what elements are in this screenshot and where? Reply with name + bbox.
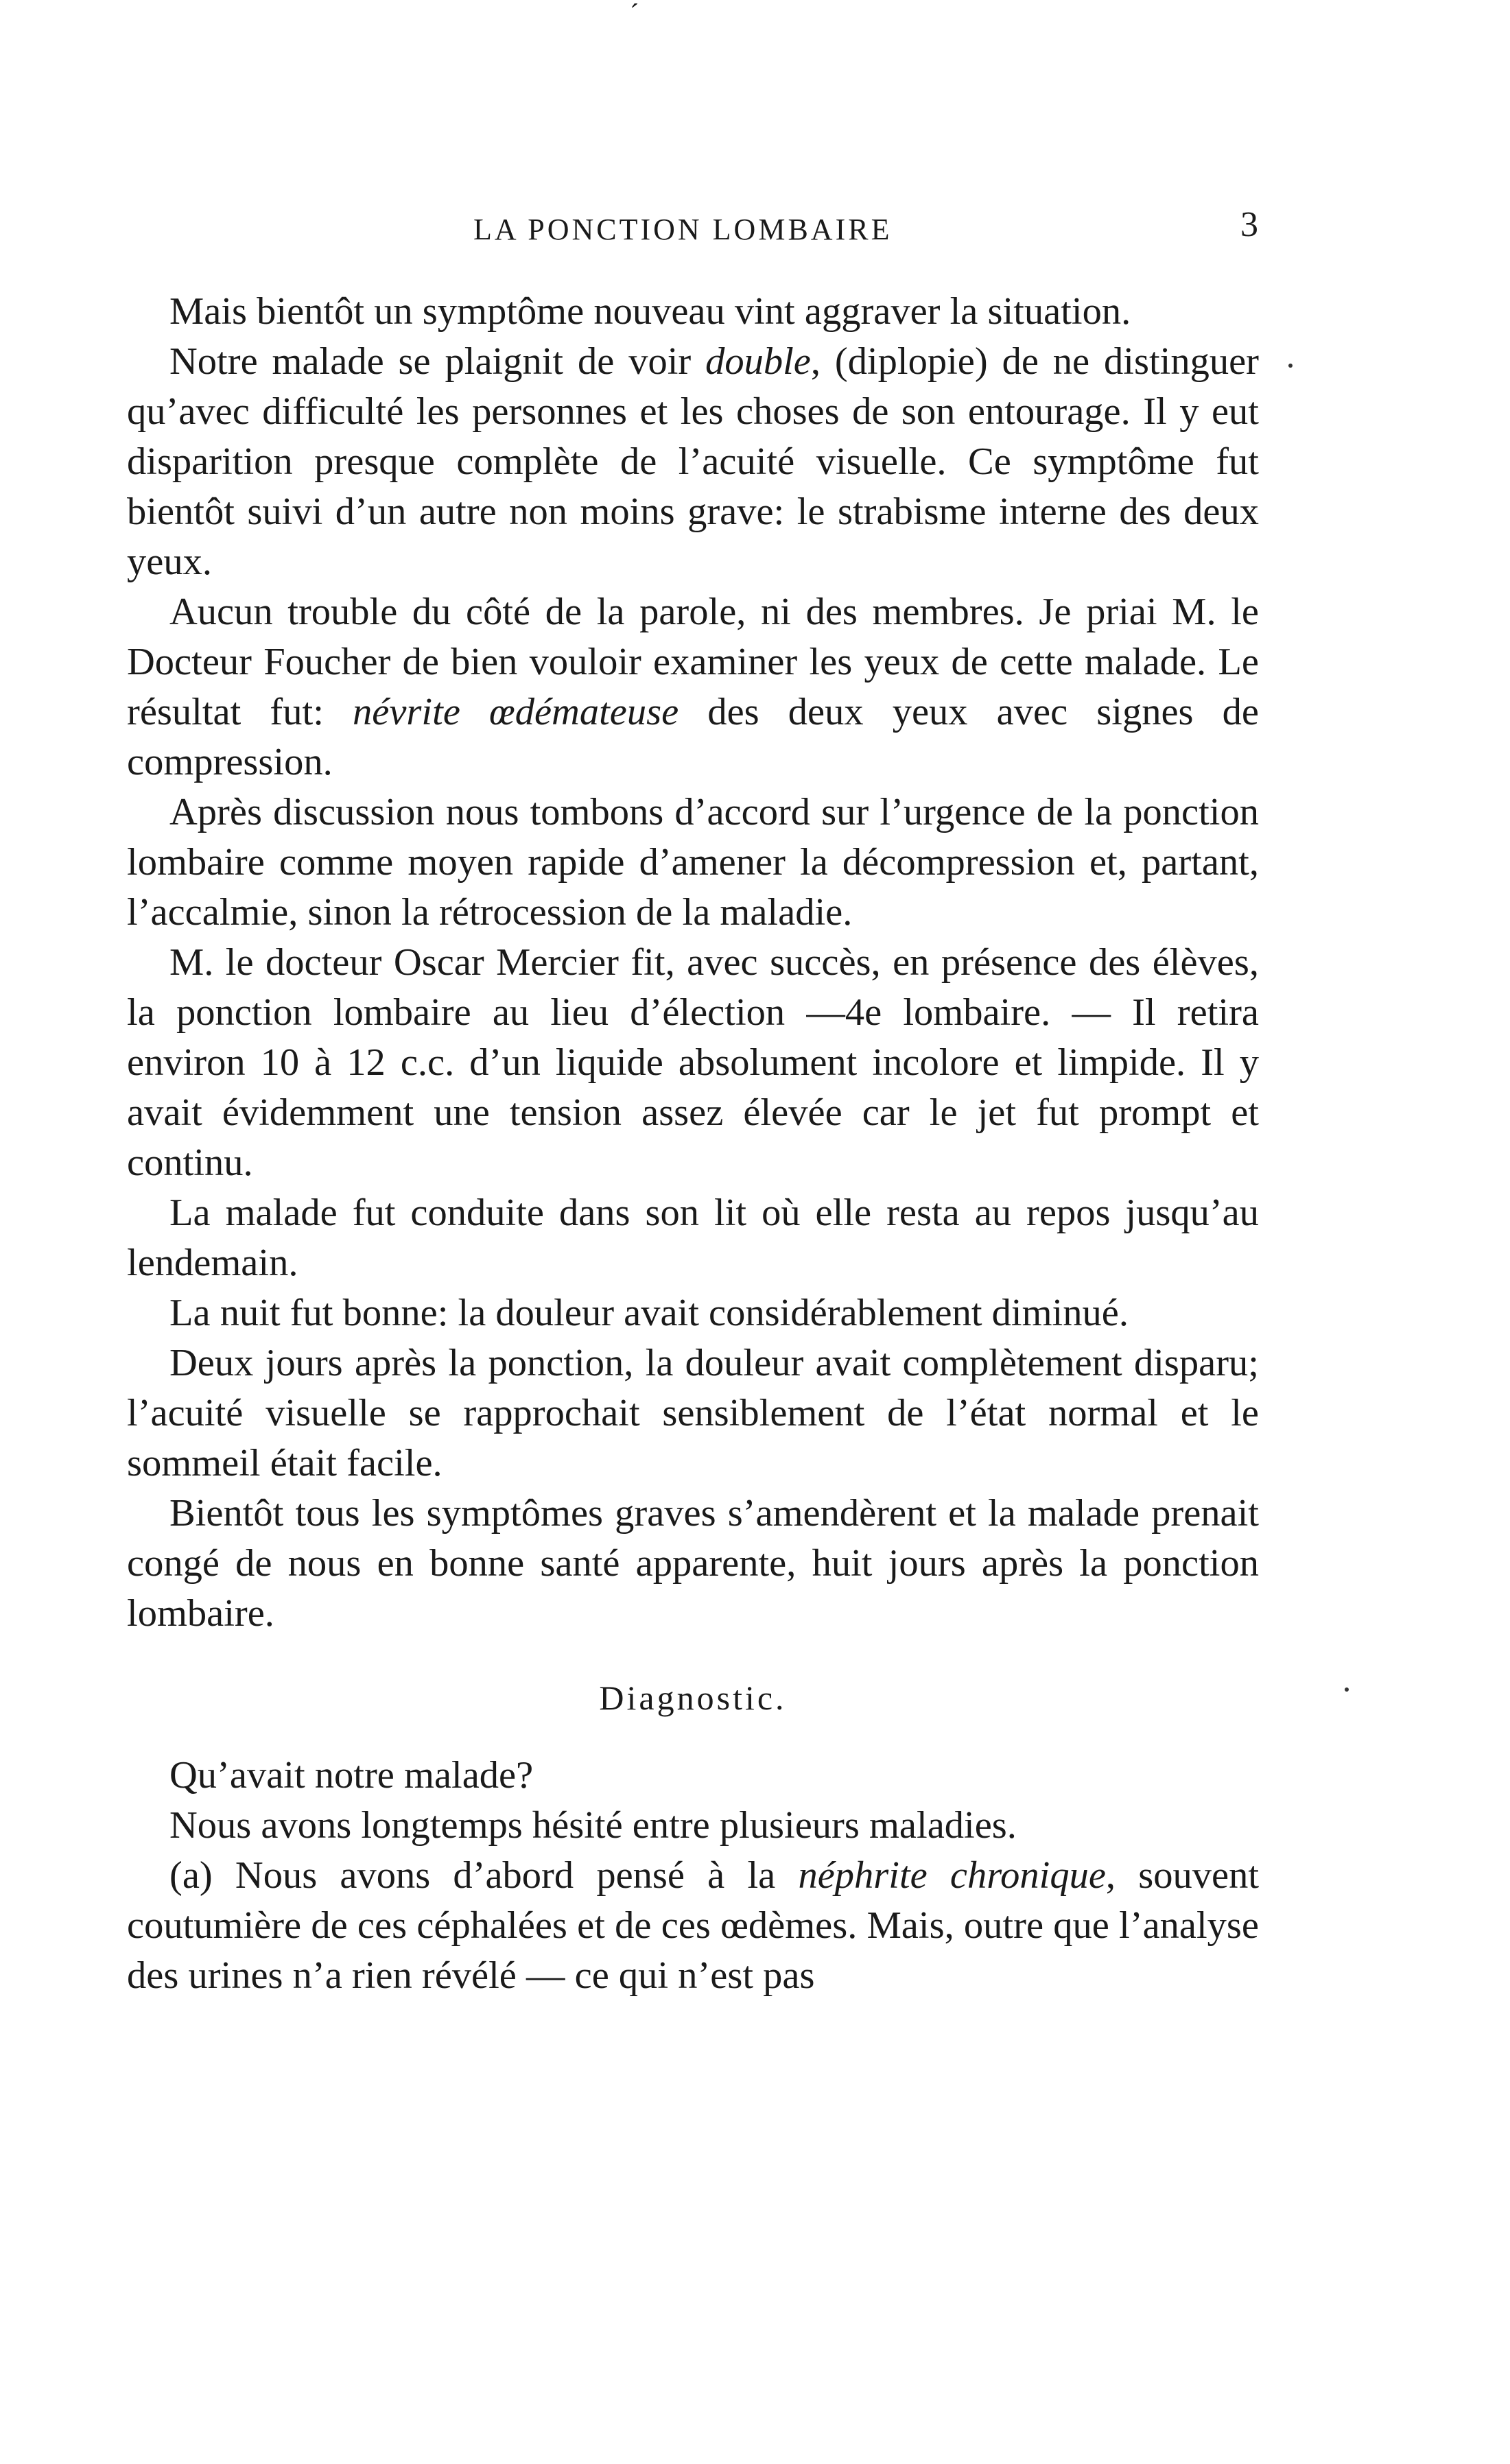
- section-heading: Diagnostic.: [599, 1679, 787, 1717]
- body-text: [127, 287, 1259, 2001]
- paragraph: Qu’avait notre malade?: [169, 1754, 534, 1797]
- paragraph: Deux jours après la ponction, la douleur avait complètement disparu; l’acuité visuelle se rapprochait sensiblement de l’état normal et le sommeil était facile.: [127, 1342, 1259, 1484]
- speck: [1345, 1687, 1349, 1692]
- paragraph: Bientôt tous les symptômes graves s’amendèrent et la malade prenait congé de nous en bonne santé apparente, huit jours après la ponction lombaire.: [127, 1492, 1259, 1635]
- paragraph: La malade fut conduite dans son lit où elle resta au repos jusqu’au lendemain.: [127, 1192, 1259, 1284]
- paragraph: Aucun trouble du côté de la parole, ni des membres. Je priai M. le Docteur Foucher de bien vouloir examiner les yeux de cette malade. Le résultat fut: névrite œdémateuse des deux yeux avec signes de compression.: [127, 591, 1259, 783]
- stray-mark: ´: [630, 0, 639, 29]
- paragraph: Notre malade se plaignit de voir double, (diplopie) de ne distinguer qu’avec difficulté les personnes et les choses de son entourage. Il y eut disparition presque complète de l’acuité visuelle. Ce symptôme fut bientôt suivi d’un autre non moins grave: le strabisme interne des deux yeux.: [127, 340, 1259, 583]
- paragraph: M. le docteur Oscar Mercier fit, avec succès, en présence des élèves, la ponction lombaire au lieu d’élection —4e lombaire. — Il retira environ 10 à 12 c.c. d’un liquide absolument incolore et limpide. Il y avait évidemment une tension assez élevée car le jet fut prompt et continu.: [127, 941, 1259, 1184]
- page-number: 3: [1240, 205, 1258, 244]
- speck: [1288, 364, 1293, 368]
- paragraph: (a) Nous avons d’abord pensé à la néphrite chronique, souvent coutumière de ces céphalées et de ces œdèmes. Mais, outre que l’analyse des urines n’a rien révélé — ce qui n’est pas: [127, 1854, 1260, 1997]
- paragraph: Nous avons longtemps hésité entre plusieurs maladies.: [169, 1804, 1017, 1847]
- paragraph: La nuit fut bonne: la douleur avait considérablement diminué.: [169, 1292, 1129, 1334]
- running-title: LA PONCTION LOMBAIRE: [473, 213, 893, 246]
- paragraph: Après discussion nous tombons d’accord sur l’urgence de la ponction lombaire comme moyen rapide d’amener la décompression et, partant, l’accalmie, sinon la rétrocession de la maladie.: [127, 791, 1259, 934]
- paragraph: Mais bientôt un symptôme nouveau vint aggraver la situation.: [169, 290, 1131, 333]
